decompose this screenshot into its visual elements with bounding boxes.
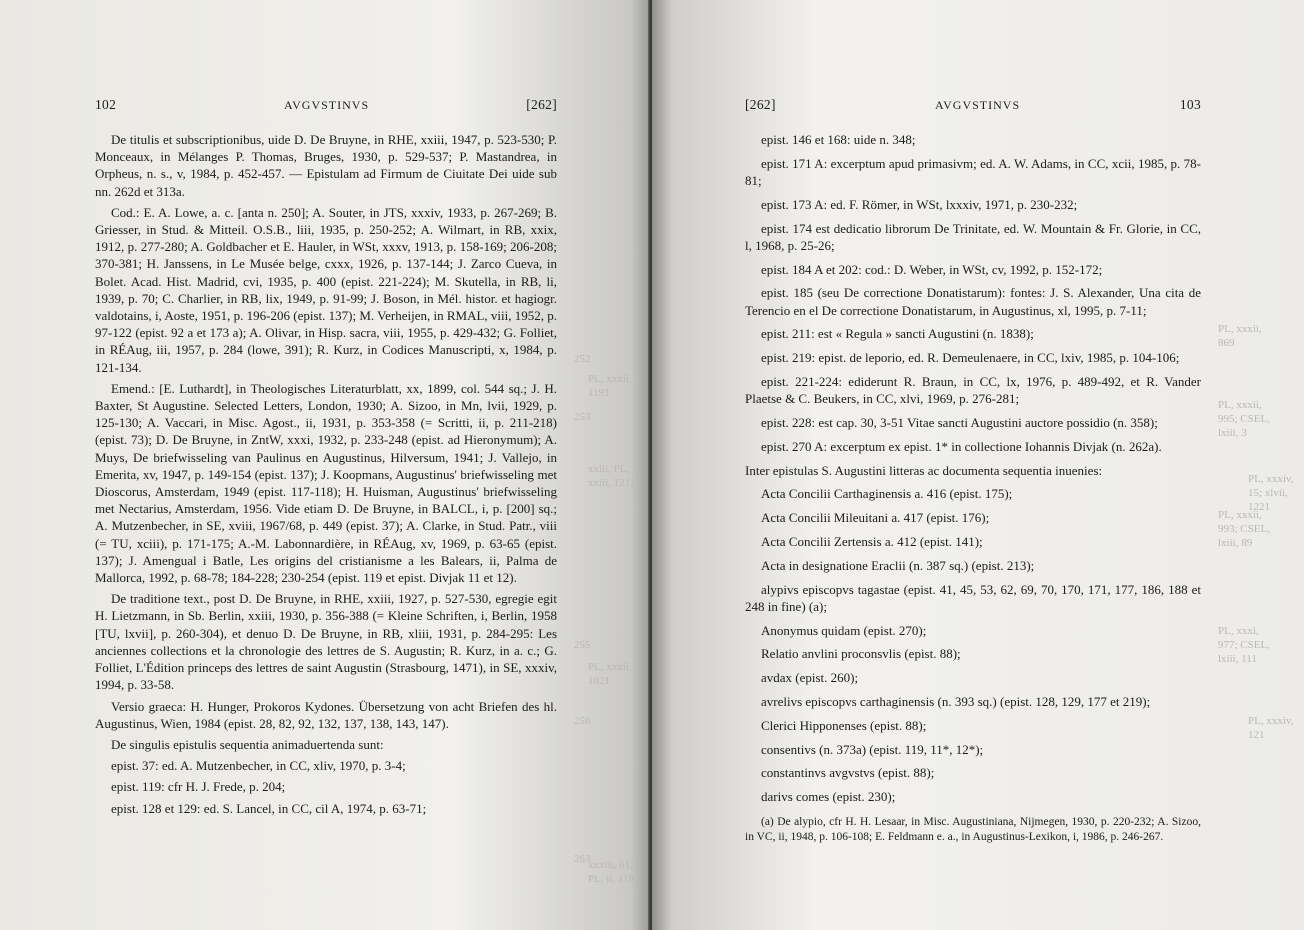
section-ref: [262] <box>526 97 557 112</box>
margin-ghost: 252 <box>574 353 591 365</box>
margin-ghost: PL, xxxii, 1191 <box>588 373 632 399</box>
margin-ghost: PL, xxxii, 869 <box>1218 323 1262 349</box>
margin-ghost: PL, xxxiv, 15; xlvii, 1221 <box>1248 473 1294 513</box>
right-text-column <box>745 131 1201 852</box>
entry-epist-174: epist. 174 est dedicatio librorum De Trinitate, ed. W. Mountain & Fr. Glorie, in CC, l, 1968, p. 25-26; <box>745 220 1201 253</box>
page-number: 102 <box>95 97 117 112</box>
paragraph-intro-list: De singulis epistulis sequentia animaduertenda sunt: <box>111 736 384 752</box>
entry-epist-211: epist. 211: est « Regula » sancti Augustini (n. 1838); <box>761 326 1034 342</box>
margin-ghost: PL, xxxii, 993; CSEL, lxiii, 89 <box>1218 509 1270 549</box>
paragraph-intro-documents: Inter epistulas S. Augustini litteras ac documenta sequentia inuenies: <box>745 462 1103 478</box>
paragraph-tituli: De titulis et subscriptionibus, uide D. De Bruyne, in RHE, xxiii, 1947, p. 523-530; P. Monceaux, in Mélanges P. Thomas, Bruges, 1930, p. 529-537; P. Mastandrea, in Orpheus, n. s., v, 1984, p. 452-457. — Epistulam ad Firmum de Ciuitate Dei uide sub nn. 262d et 313a. <box>95 132 557 199</box>
footnote: (a) De alypio, cfr H. H. Lesaar, in Misc. Augustiniana, Nijmegen, 1930, p. 220-232; A. Sizoo, in VC, ii, 1948, p. 106-108; E. Feldmann e. a., in Augustinus-Lexikon, i, 1986, p. 246-267. <box>745 816 1201 844</box>
margin-ghost: 263 <box>574 853 591 865</box>
margin-ghost: 255 <box>574 639 591 651</box>
entry-epist-185: epist. 185 (seu De correctione Donatistarum): fontes: J. S. Alexander, Una cita de Terencio en el De correctione Donatistarum, in Augustinus, xl, 1995, p. 7-11; <box>745 285 1201 318</box>
document-item: constantinvs avgvstvs (epist. 88); <box>761 765 935 781</box>
margin-ghost: 256 <box>574 715 591 727</box>
document-item: Clerici Hipponenses (epist. 88); <box>761 717 927 733</box>
entry-epist-184a: epist. 184 A et 202: cod.: D. Weber, in WSt, cv, 1992, p. 152-172; <box>761 261 1103 277</box>
margin-ghost: PL, xxxi, 977; CSEL, lxiii, 111 <box>1218 625 1270 665</box>
document-item: Acta Concilii Mileuitani a. 417 (epist. 176); <box>761 510 990 526</box>
left-text-column <box>95 131 557 821</box>
left-page <box>0 0 650 930</box>
entry-epist-146: epist. 146 et 168: uide n. 348; <box>761 132 916 147</box>
entry-epist-221: epist. 221-224: ediderunt R. Braun, in CC, lx, 1976, p. 489-492, et R. Vander Plaetse & C. Beukers, in CC, xlvi, 1969, p. 276-281; <box>745 373 1201 407</box>
document-item: Acta Concilii Carthaginensis a. 416 (epist. 175); <box>761 486 1013 502</box>
entry-epist-228: epist. 228: est cap. 30, 3-51 Vitae sancti Augustini auctore possidio (n. 358); <box>761 414 1158 430</box>
paragraph-versio-graeca: Versio graeca: H. Hunger, Prokoros Kydones. Übersetzung von acht Briefen des hl. Augustinus, Wien, 1984 (epist. 28, 82, 92, 132, 137, 138, 143, 147). <box>95 698 557 731</box>
entry-epist-128: epist. 128 et 129: ed. S. Lancel, in CC, cil A, 1974, p. 63-71; <box>111 800 427 816</box>
document-item: avrelivs episcopvs carthaginensis (n. 393 sq.) (epist. 128, 129, 177 et 219); <box>761 693 1151 709</box>
right-page <box>652 0 1304 930</box>
margin-ghost: PL, xxxii, 1021 <box>588 661 632 687</box>
document-item: consentivs (n. 373a) (epist. 119, 11*, 12*); <box>761 741 984 757</box>
document-item: alypivs episcopvs tagastae (epist. 41, 45, 53, 62, 69, 70, 170, 171, 177, 186, 188 et 248 in fine) (a); <box>745 581 1201 614</box>
running-title: AVGVSTINVS <box>935 98 1021 112</box>
section-ref: [262] <box>745 97 776 112</box>
entry-epist-173a: epist. 173 A: ed. F. Römer, in WSt, lxxxiv, 1971, p. 230-232; <box>761 196 1078 212</box>
paragraph-codices: Cod.: E. A. Lowe, a. c. [anta n. 250]; A. Souter, in JTS, xxxiv, 1933, p. 267-269; B. Griesser, in Stud. & Mitteil. O.S.B., liii, 1935, p. 250-252; A. Wilmart, in RB, xxix, 1912, p. 277-280; A. Goldbacher et E. Hauler, in WSt, xxxv, 1913, p. 158-169; 206-208; 370-381; H. Janssens, in Le Musée belge, cxxx, 1926, p. 137-144; J. Zarco Cueva, in Bolet. Acad. Hist. Madrid, cvi, 1935, p. 400 (epist. 221-224); M. Skutella, in RB, li, 1939, p. 70; C. Charlier, in RB, lix, 1949, p. 91-99; J. Boson, in Mél. histor. et hagiogr. valdotains, i, Aoste, 1951, p. 196-206 (epist. 137); M. Verheijen, in RMAL, viii, 1952, p. 97-122 (epist. 92 a et 173 a); A. Olivar, in Hisp. sacra, viii, 1955, p. 429-432; G. Folliet, in RÉAug, iii, 1957, p. 284 (lowe, 391); R. Kurz, in Codices Manuscripti, x, 1984, p. 121-134. <box>95 204 557 375</box>
margin-ghost: xxxiii, 61; PL, ii, 119 <box>588 859 635 885</box>
entry-epist-171a: epist. 171 A: excerptum apud primasivm; ed. A. W. Adams, in CC, xcii, 1985, p. 78-81; <box>745 155 1201 188</box>
entry-epist-270a: epist. 270 A: excerptum ex epist. 1* in collectione Iohannis Divjak (n. 262a). <box>761 438 1162 454</box>
entry-epist-219: epist. 219: epist. de leporio, ed. R. Demeulenaere, in CC, lxiv, 1985, p. 104-106; <box>761 350 1180 366</box>
document-item: Anonymus quidam (epist. 270); <box>761 622 927 638</box>
paragraph-traditio: De traditione text., post D. De Bruyne, in RHE, xxiii, 1927, p. 527-530, egregie egit H. Lietzmann, in Sb. Berlin, xxiii, 1930, p. 356-388 (= Kleine Schriften, i, Berlin, 1958 [TU, lxvii], p. 260-304), et denuo D. De Bruyne, in RB, xliii, 1931, p. 284-295: Les anciennes collections et la chronologie des lettres de S. Augustin; R. Kurz, in a. c.; G. Folliet, L'Édition princeps des lettres de saint Augustin (Strasbourg, 1471), in SE, xxxiv, 1994, p. 33-58. <box>95 591 557 693</box>
document-item: darivs comes (epist. 230); <box>761 789 896 805</box>
page-number: 103 <box>1179 97 1201 112</box>
document-item: avdax (epist. 260); <box>761 670 859 686</box>
document-item: Acta in designatione Eraclii (n. 387 sq.) (epist. 213); <box>761 557 1035 573</box>
running-title: AVGVSTINVS <box>284 98 370 112</box>
entry-epist-37: epist. 37: ed. A. Mutzenbecher, in CC, xliv, 1970, p. 3-4; <box>111 758 406 774</box>
document-item: Relatio anvlini proconsvlis (epist. 88); <box>761 646 961 662</box>
margin-ghost: PL, xxxiv, 121 <box>1248 715 1294 741</box>
entry-epist-119: epist. 119: cfr H. J. Frede, p. 204; <box>111 779 286 795</box>
margin-ghost: 253 <box>574 411 591 423</box>
margin-ghost: PL, xxxii, 995; CSEL, lxiii, 3 <box>1218 399 1270 439</box>
document-item: Acta Concilii Zertensis a. 412 (epist. 141); <box>761 533 983 549</box>
paragraph-emendationes: Emend.: [E. Luthardt], in Theologisches Literaturblatt, xx, 1899, col. 544 sq.; J. H. Baxter, St Augustine. Selected Letters, London, 1930; A. Sizoo, in Mn, lvii, 1929, p. 125-130; A. Vaccari, in Misc. Agost., ii, 1931, p. 353-358 (= Scritti, ii, p. 211-218) (epist. 73); D. De Bruyne, in ZntW, xxxi, 1932, p. 233-248 (epist. ad Hieronymum); A. Muys, De briefwisseling van Paulinus en Augustinus, Hilversum, 1941; J. Vallejo, in Emerita, xv, 1947, p. 149-154 (epist. 137); J. Koopmans, Augustinus' briefwisseling met Dioscorus, Amsterdam, 1949 (epist. 117-118); H. Huisman, Augustinus' briefwisseling met Nectarius, Amsterdam, 1956. Vide etiam D. De Bruyne, in BALCL, i, p. [200] sq.; A. Mutzenbecher, in SE, xviii, 1967/68, p. 449 (epist. 37); A. Clarke, in Stud. Patr., viii (= TU, xciii), p. 171-175; A.-M. Labonnardière, in RÉAug, xv, 1969, p. 63-65 (epist. 137); J. Amengual i Batle, Les origins del cristianisme a les Balears, ii, Palma de Mallorca, 1992, p. 68-78; 184-228; 230-254 (epist. 119 et epist. Divjak 11 et 12). <box>95 380 557 586</box>
margin-ghost: xxiii, PL, xxiii, 1211 <box>588 463 636 489</box>
